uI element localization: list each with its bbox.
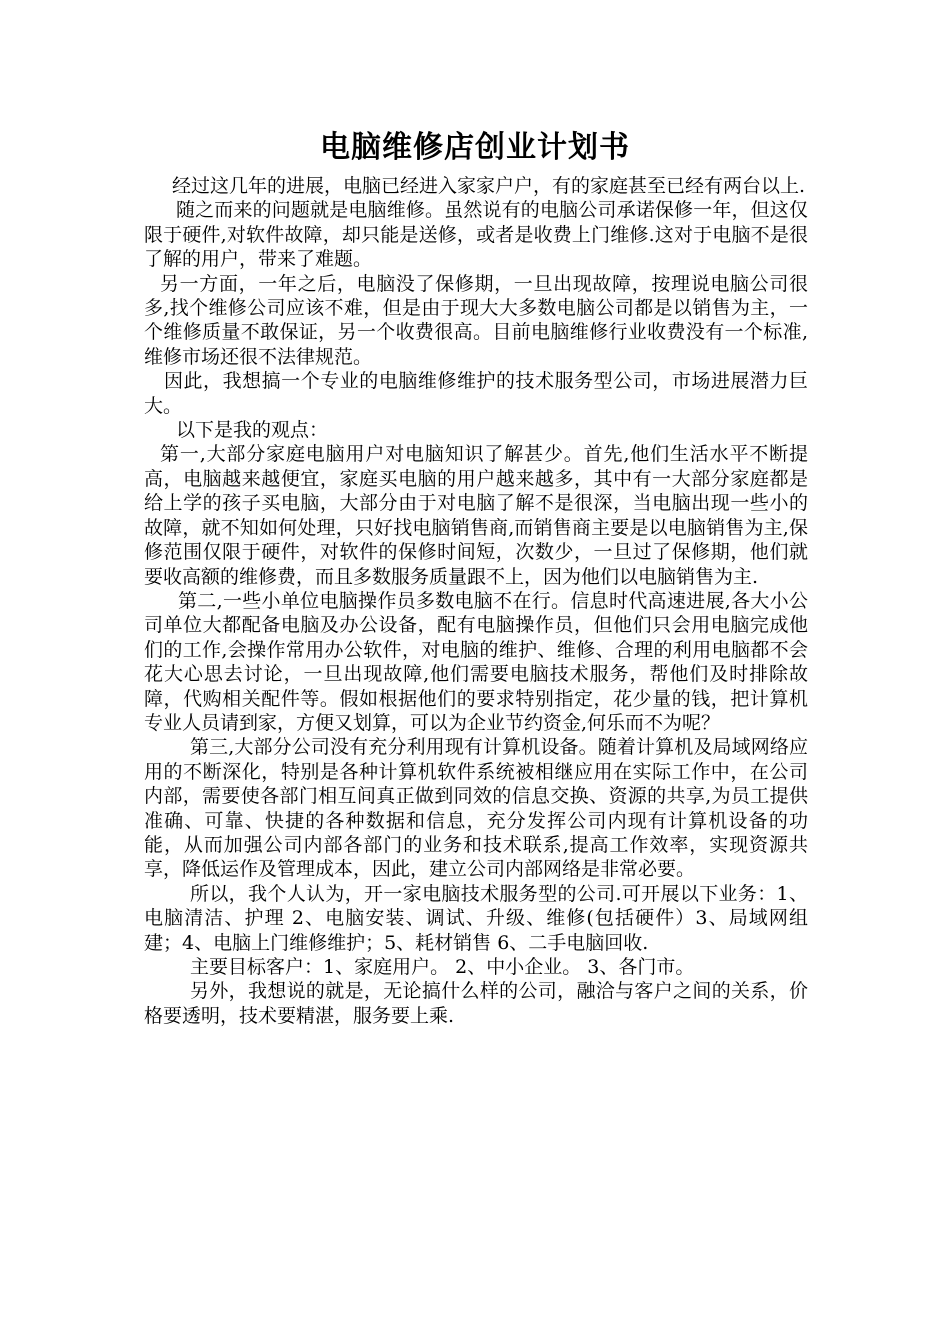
- paragraph-2: 随之而来的问题就是电脑维修。虽然说有的电脑公司承诺保修一年，但这仅限于硬件,对软件故障，却只能是送修，或者是收费上门维修.这对于电脑不是很了解的用户，带来了难题。: [144, 199, 808, 271]
- paragraph-9: 所以，我个人认为，开一家电脑技术服务型的公司.可开展以下业务：1、电脑清洁、护理 2、电脑安装、调试、升级、维修(包括硬件）3、局域网组建；4、电脑上门维修维护；5、耗材销售 6、二手电脑回收.: [144, 882, 808, 954]
- paragraph-10: 主要目标客户：1、家庭用户。 2、中小企业。 3、各门市。: [190, 956, 695, 978]
- paragraph-6: 第一,大部分家庭电脑用户对电脑知识了解甚少。首先,他们生活水平不断提高，电脑越来越便宜，家庭买电脑的用户越来越多，其中有一大部分家庭都是给上学的孩子买电脑，大部分由于对电脑了解不是很深，当电脑出现一些小的故障，就不知如何处理，只好找电脑销售商,而销售商主要是以电脑销售为主,保修范围仅限于硬件，对软件的保修时间短，次数少，一旦过了保修期，他们就要收高额的维修费，而且多数服务质量跟不上，因为他们以电脑销售为主.: [144, 443, 808, 588]
- document-body: [144, 174, 808, 1028]
- paragraph-1: 经过这几年的进展，电脑已经进入家家户户，有的家庭甚至已经有两台以上.: [172, 175, 806, 197]
- document-title: 电脑维修店创业计划书: [320, 130, 630, 165]
- paragraph-8: 第三,大部分公司没有充分利用现有计算机设备。随着计算机及局域网络应用的不断深化，特别是各种计算机软件系统被相继应用在实际工作中，在公司内部，需要使各部门相互间真正做到同效的信息交换、资源的共享,为员工提供准确、可靠、快捷的各种数据和信息，充分发挥公司内现有计算机设备的功能，从而加强公司内部各部门的业务和技术联系,提高工作效率，实现资源共享，降低运作及管理成本，因此，建立公司内部网络是非常必要。: [144, 736, 808, 881]
- paragraph-5: 以下是我的观点：: [176, 419, 329, 442]
- paragraph-3: 另一方面，一年之后，电脑没了保修期，一旦出现故障，按理说电脑公司很多,找个维修公司应该不难，但是由于现大大多数电脑公司都是以销售为主，一个维修质量不敢保证，另一个收费很高。目前电脑维修行业收费没有一个标准,维修市场还很不法律规范。: [144, 272, 808, 368]
- paragraph-7: 第二,一些小单位电脑操作员多数电脑不在行。信息时代高速进展,各大小公司单位大都配备电脑及办公设备，配有电脑操作员，但他们只会用电脑完成他们的工作,会操作常用办公软件，对电脑的维护、维修、合理的利用电脑都不会花大心思去讨论，一旦出现故障,他们需要电脑技术服务，帮他们及时排除故障，代购相关配件等。假如根据他们的要求特别指定，花少量的钱，把计算机专业人员请到家，方便又划算，可以为企业节约资金,何乐而不为呢？: [144, 589, 808, 734]
- paragraph-4: 因此，我想搞一个专业的电脑维修维护的技术服务型公司，市场进展潜力巨大。: [144, 370, 808, 417]
- paragraph-11: 另外，我想说的就是，无论搞什么样的公司，融洽与客户之间的关系，价格要透明，技术要精湛，服务要上乘.: [144, 980, 808, 1027]
